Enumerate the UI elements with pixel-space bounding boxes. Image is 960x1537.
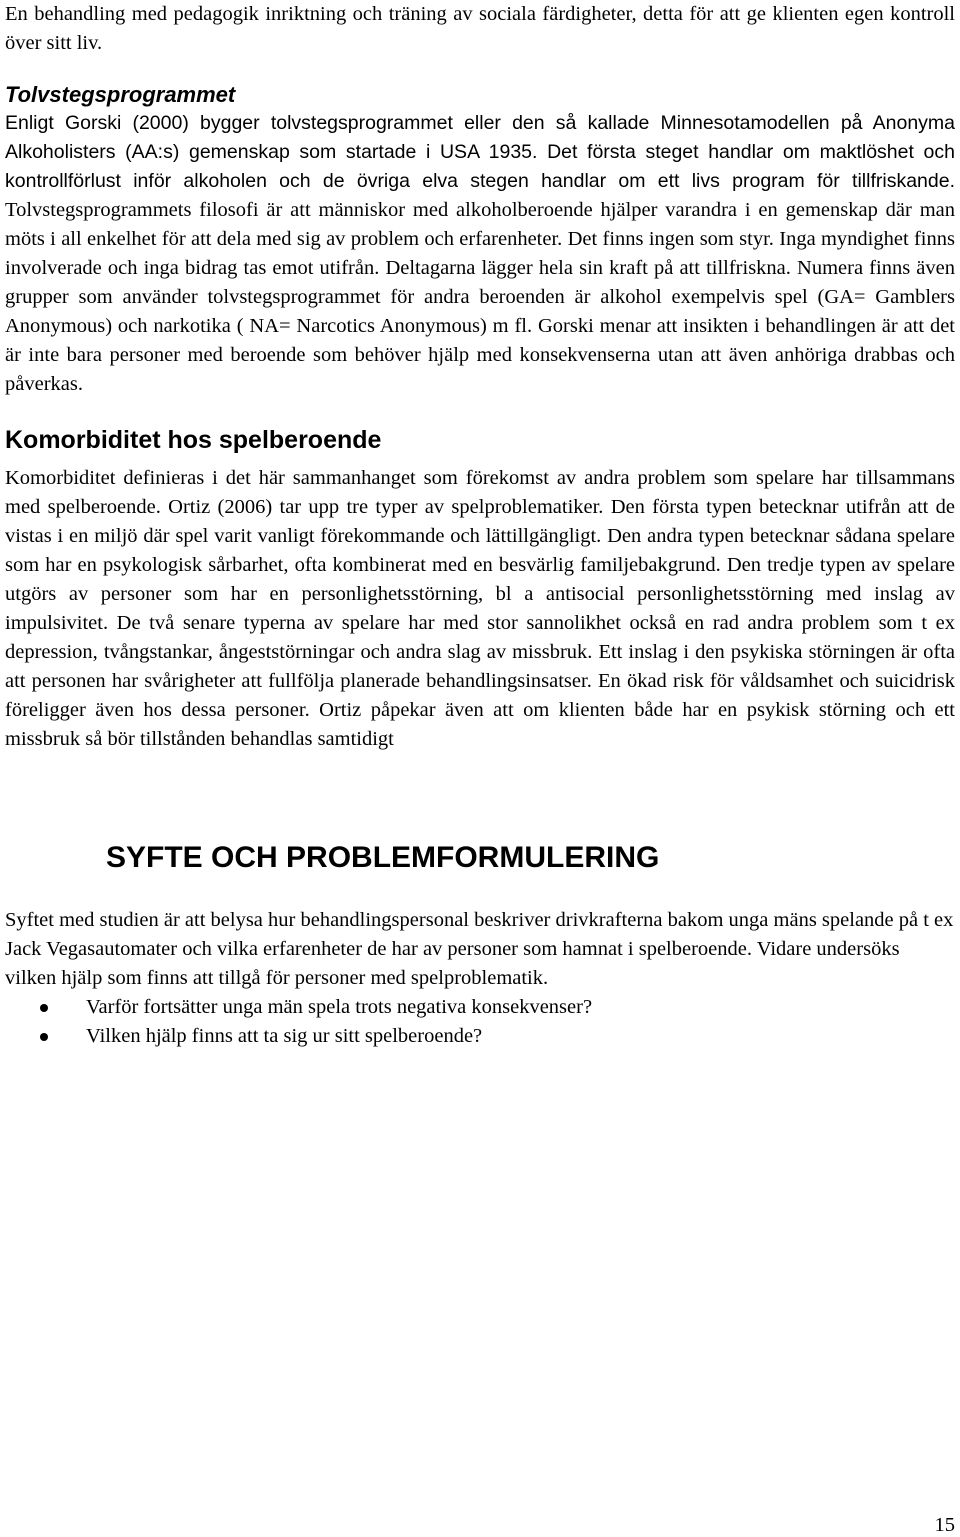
list-item xyxy=(5,1022,955,1051)
bullet-icon xyxy=(40,1033,48,1041)
document-page xyxy=(5,0,955,1051)
question-list xyxy=(5,993,955,1051)
heading-syfte: SYFTE OCH PROBLEMFORMULERING xyxy=(106,841,660,874)
paragraph-tolvstegsprogrammet xyxy=(5,109,955,399)
list-item xyxy=(5,993,955,1022)
paragraph-tolvsteg-lead: Enligt Gorski (2000) bygger tolvstegsprogrammet eller den så kallade Minnesotamodellen på Anonyma Alkoholisters (AA:s) gemenskap som startade i USA 1935. Det första steget handlar om maktlöshet och kontrollförlust inför alkoholen och de övriga elva stegen handlar om ett livs program för tillfriskande. xyxy=(5,112,955,192)
paragraph-tolvsteg-body: Tolvstegsprogrammets filosofi är att människor med alkoholberoende hjälper varandra i en gemenskap där man möts i all enkelhet för att dela med sig av problem och erfarenheter. Det finns ingen som styr. Inga myndighet finns involverade och inga bidrag tas emot utifrån. Deltagarna lägger hela sin kraft på att tillfriskna. Numera finns även grupper som använder tolvstegsprogrammet för andra beroenden är alkohol exempelvis spel (GA= Gamblers Anonymous) och narkotika ( NA= Narcotics Anonymous) m fl. Gorski menar att insikten i behandlingen är att det är inte bara personer med beroende som behöver hjälp med konsekvenserna utan att även anhöriga drabbas och påverkas. xyxy=(5,199,955,395)
heading-komorbiditet: Komorbiditet hos spelberoende xyxy=(5,426,382,454)
paragraph-komorbiditet: Komorbiditet definieras i det här sammanhanget som förekomst av andra problem som spelare har tillsammans med spelberoende. Ortiz (2006) tar upp tre typer av spelproblematiker. Den första typen betecknar utifrån att de vistas i en miljö där spel varit vanligt förekommande och lättillgängligt. Den andra typen betecknar sådana spelare som har en psykologisk sårbarhet, ofta kombinerat med en besvärlig familjebakgrund. Den tredje typen av spelare utgörs av personer som har en personlighetsstörning, bl a antisocial personlighetsstörning med inslag av impulsivitet. De två senare typerna av spelare har med stor sannolikhet också en rad andra problem som t ex depression, tvångstankar, ångeststörningar och andra slag av missbruk. Ett inslag i den psykiska störningen är ofta att personen har svårigheter att fullfölja planerade behandlingsinsatser. En ökad risk för våldsamhet och suicidrisk föreligger även hos dessa personer. Ortiz påpekar även att om klienten både har en psykisk störning och ett missbruk så bör tillstånden behandlas samtidigt xyxy=(5,467,955,750)
bullet-icon xyxy=(40,1004,48,1012)
paragraph-syfte: Syftet med studien är att belysa hur behandlingspersonal beskriver drivkrafterna bakom unga mäns spelande på t ex Jack Vegasautomater och vilka erfarenheter de har av personer som hamnat i spelberoende. Vidare undersöks vilken hjälp som finns att tillgå för personer med spelproblematik. xyxy=(5,909,954,989)
intro-paragraph: En behandling med pedagogik inriktning och träning av sociala färdigheter, detta för att ge klienten egen kontroll över sitt liv. xyxy=(5,3,955,54)
page-number: 15 xyxy=(934,1514,955,1536)
question-1: Varför fortsätter unga män spela trots negativa konsekvenser? xyxy=(86,996,593,1018)
heading-tolvstegsprogrammet: Tolvstegsprogrammet xyxy=(5,82,236,107)
question-2: Vilken hjälp finns att ta sig ur sitt spelberoende? xyxy=(86,1025,483,1047)
